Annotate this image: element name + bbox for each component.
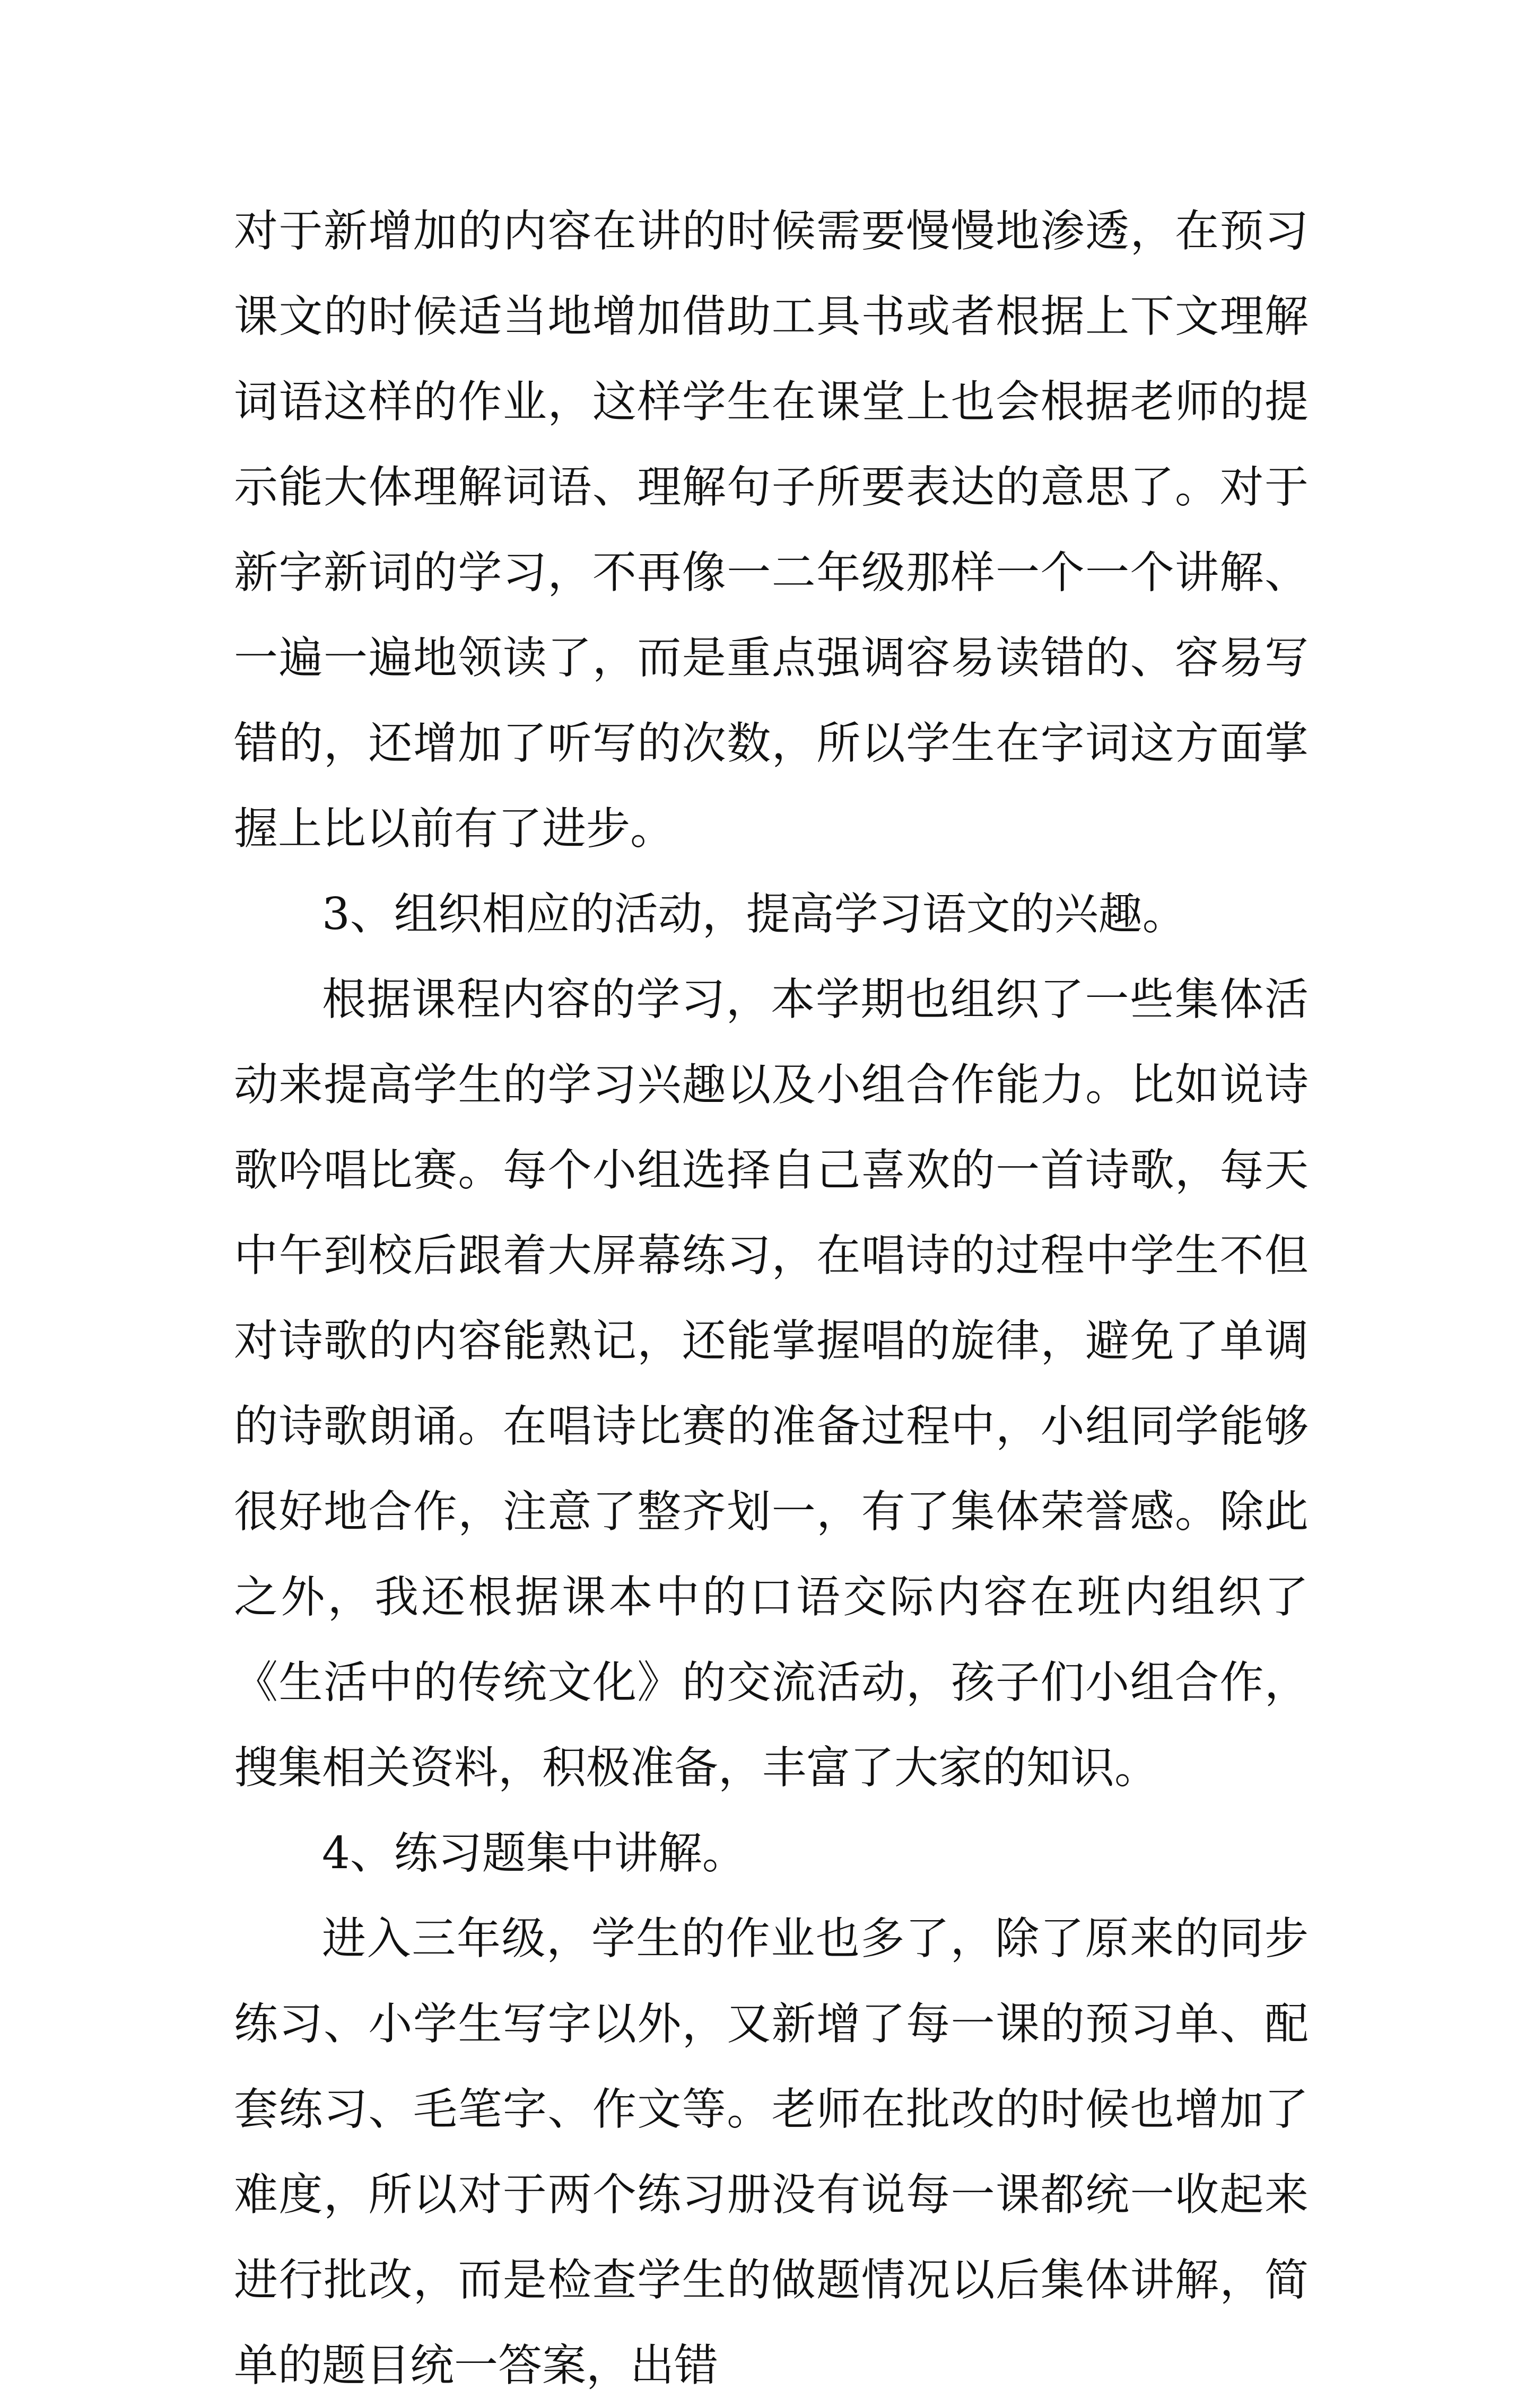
section-heading-4: 4、练习题集中讲解。	[322, 1827, 746, 1879]
body-paragraph-activities: 根据课程内容的学习，本学期也组织了一些集体活动来提高学生的学习兴趣以及小组合作能力。比如说诗歌吟唱比赛。每个小组选择自己喜欢的一首诗歌，每天中午到校后跟着大屏幕练习，在唱诗的过程中学生不但对诗歌的内容能熟记，还能掌握唱的旋律，避免了单调的诗歌朗诵。在唱诗比赛的准备过程中，小组同学能够很好地合作，注意了整齐划一，有了集体荣誉感。除此之外，我还根据课本中的口语交际内容在班内组织了《生活中的传统文化》的交流活动，孩子们小组合作，搜集相关资料，积极准备，丰富了大家的知识。	[234, 974, 1309, 1793]
section-heading-3: 3、组织相应的活动，提高学习语文的兴趣。	[322, 888, 1187, 940]
document-body	[234, 188, 1309, 2408]
body-paragraph-continued: 对于新增加的内容在讲的时候需要慢慢地渗透，在预习课文的时候适当地增加借助工具书或者根据上下文理解词语这样的作业，这样学生在课堂上也会根据老师的提示能大体理解词语、理解句子所要表达的意思了。对于新字新词的学习，不再像一二年级那样一个一个讲解、一遍一遍地领读了，而是重点强调容易读错的、容易写错的，还增加了听写的次数，所以学生在字词这方面掌握上比以前有了进步。	[234, 205, 1309, 854]
body-paragraph-exercises: 进入三年级，学生的作业也多了，除了原来的同步练习、小学生写字以外，又新增了每一课的预习单、配套练习、毛笔字、作文等。老师在批改的时候也增加了难度，所以对于两个练习册没有说每一课都统一收起来进行批改，而是检查学生的做题情况以后集体讲解，简单的题目统一答案，出错	[234, 1913, 1309, 2391]
